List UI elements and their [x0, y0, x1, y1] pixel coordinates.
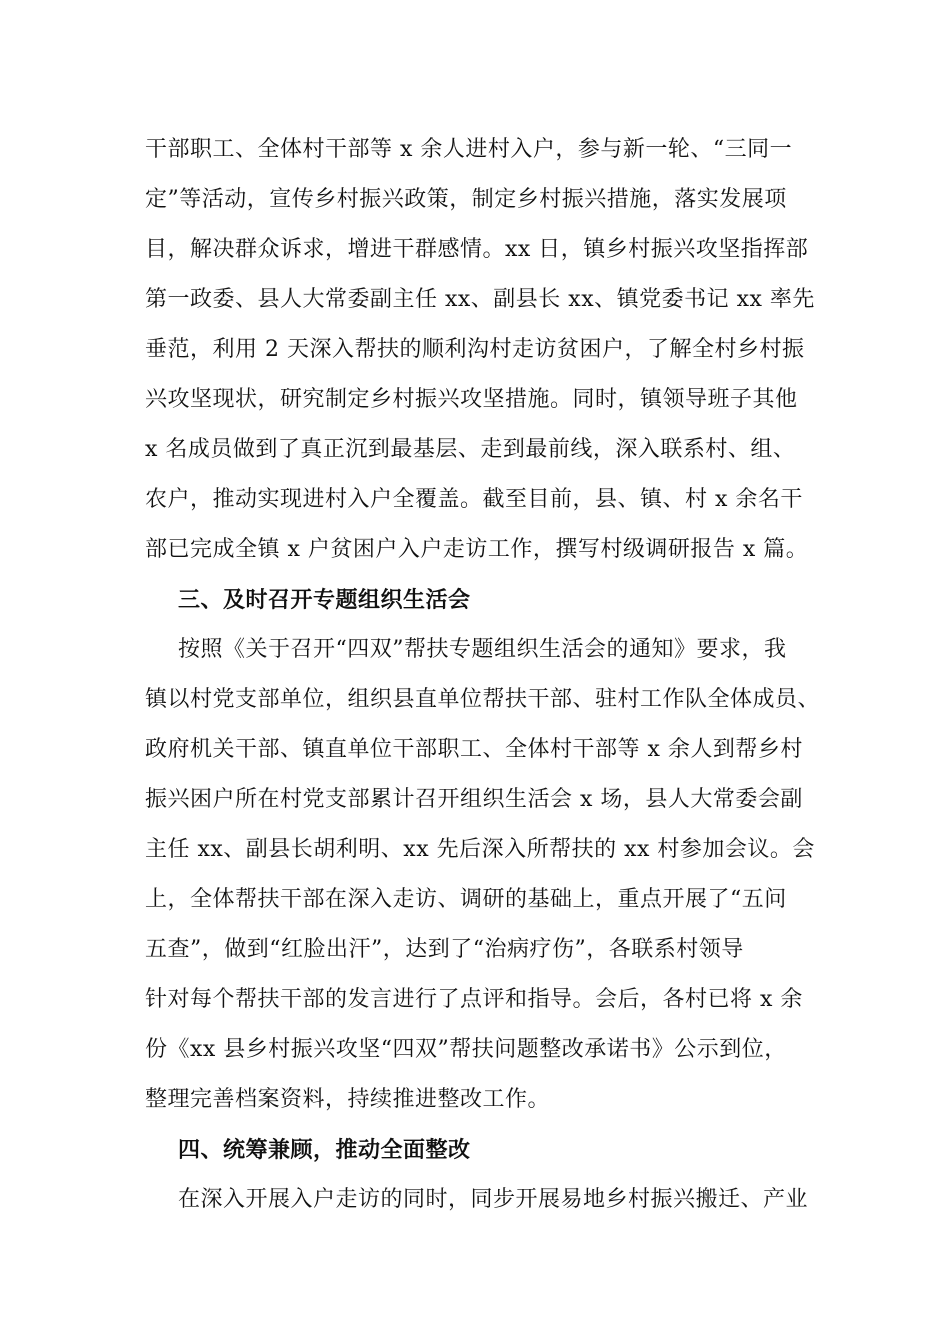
body-line: 兴攻坚现状，研究制定乡村振兴攻坚措施。同时，镇领导班子其他 [145, 387, 798, 412]
body-line: 上，全体帮扶干部在深入走访、调研的基础上，重点开展了“五问 [145, 887, 787, 912]
body-line: 份《xx 县乡村振兴攻坚“四双”帮扶问题整改承诺书》公示到位， [145, 1037, 787, 1062]
body-line: 农户，推动实现进村入户全覆盖。截至目前，县、镇、村 x 余名干 [145, 487, 803, 512]
body-line: 垂范，利用 2 天深入帮扶的顺利沟村走访贫困户，了解全村乡村振 [145, 337, 805, 362]
body-line: 在深入开展入户走访的同时，同步开展易地乡村振兴搬迁、产业 [178, 1187, 809, 1212]
body-line: 定”等活动，宣传乡村振兴政策，制定乡村振兴措施，落实发展项 [145, 187, 787, 212]
section-heading: 四、统筹兼顾，推动全面整改 [178, 1137, 471, 1163]
body-line: x 名成员做到了真正沉到最基层、走到最前线，深入联系村、组、 [145, 437, 796, 462]
body-line: 五查”，做到“红脸出汗”，达到了“治病疗伤”，各联系村领导 [145, 937, 744, 962]
body-line: 目，解决群众诉求，增进干群感情。xx 日，镇乡村振兴攻坚指挥部 [145, 237, 809, 262]
section-heading: 三、及时召开专题组织生活会 [178, 587, 471, 613]
body-line: 部已完成全镇 x 户贫困户入户走访工作，撰写村级调研报告 x 篇。 [145, 537, 809, 562]
body-line: 政府机关干部、镇直单位干部职工、全体村干部等 x 余人到帮乡村 [145, 737, 803, 762]
body-line: 整理完善档案资料，持续推进整改工作。 [145, 1087, 551, 1112]
body-line: 针对每个帮扶干部的发言进行了点评和指导。会后，各村已将 x 余 [145, 987, 803, 1012]
body-line: 干部职工、全体村干部等 x 余人进村入户，参与新一轮、“三同一 [145, 137, 793, 162]
body-line: 主任 xx、副县长胡利明、xx 先后深入所帮扶的 xx 村参加会议。会 [145, 837, 815, 862]
body-line: 镇以村党支部单位，组织县直单位帮扶干部、驻村工作队全体成员、 [145, 687, 821, 712]
body-line: 振兴困户所在村党支部累计召开组织生活会 x 场，县人大常委会副 [145, 787, 803, 812]
body-line: 按照《关于召开“四双”帮扶专题组织生活会的通知》要求，我 [178, 637, 787, 662]
body-line: 第一政委、县人大常委副主任 xx、副县长 xx、镇党委书记 xx 率先 [145, 287, 815, 312]
